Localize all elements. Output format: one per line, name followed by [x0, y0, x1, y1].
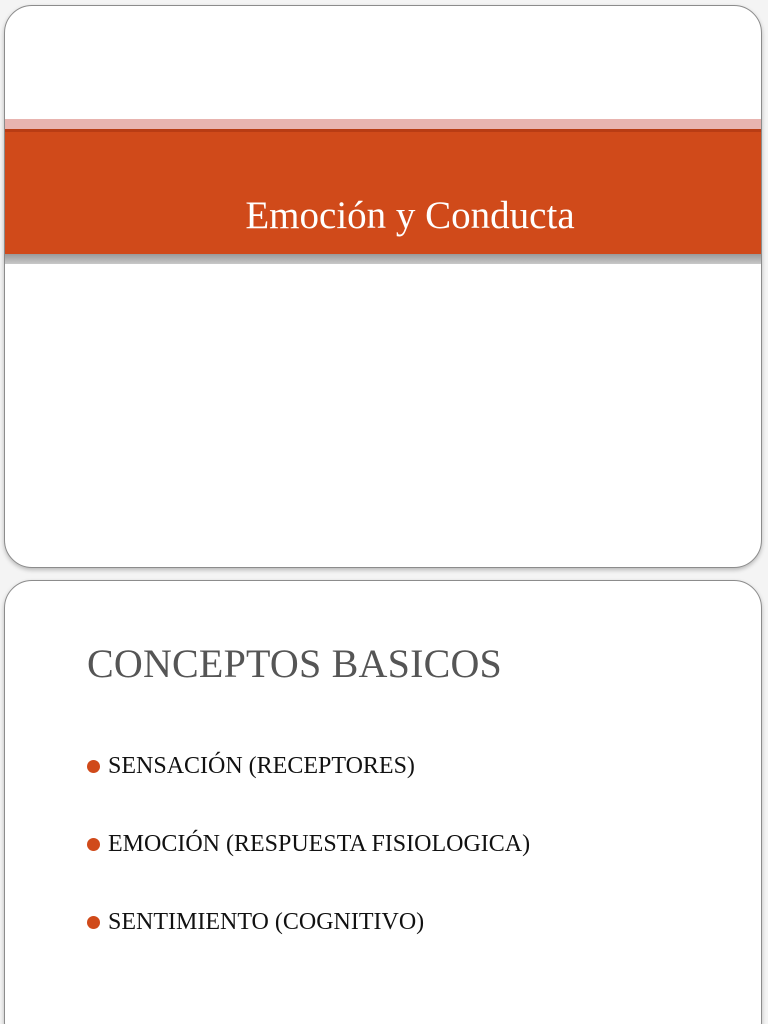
list-item	[87, 905, 530, 983]
bullet-dot-icon	[87, 760, 100, 773]
slide-title: Emoción y Conducta	[245, 194, 575, 237]
section-heading: CONCEPTOS BASICOS	[87, 641, 503, 686]
bullet-dot-icon	[87, 838, 100, 851]
bullet-text: SENTIMIENTO (COGNITIVO)	[108, 909, 425, 935]
bullet-text: EMOCIÓN (RESPUESTA FISIOLOGICA)	[108, 831, 531, 857]
list-item	[87, 749, 530, 827]
slide-2[interactable]	[4, 580, 762, 1024]
title-band-shadow	[5, 254, 761, 264]
bullet-text: SENSACIÓN (RECEPTORES)	[108, 753, 415, 779]
list-item	[87, 827, 530, 905]
title-band	[5, 129, 761, 254]
bullet-dot-icon	[87, 916, 100, 929]
bullet-list	[87, 749, 530, 983]
slide-1[interactable]	[4, 5, 762, 568]
